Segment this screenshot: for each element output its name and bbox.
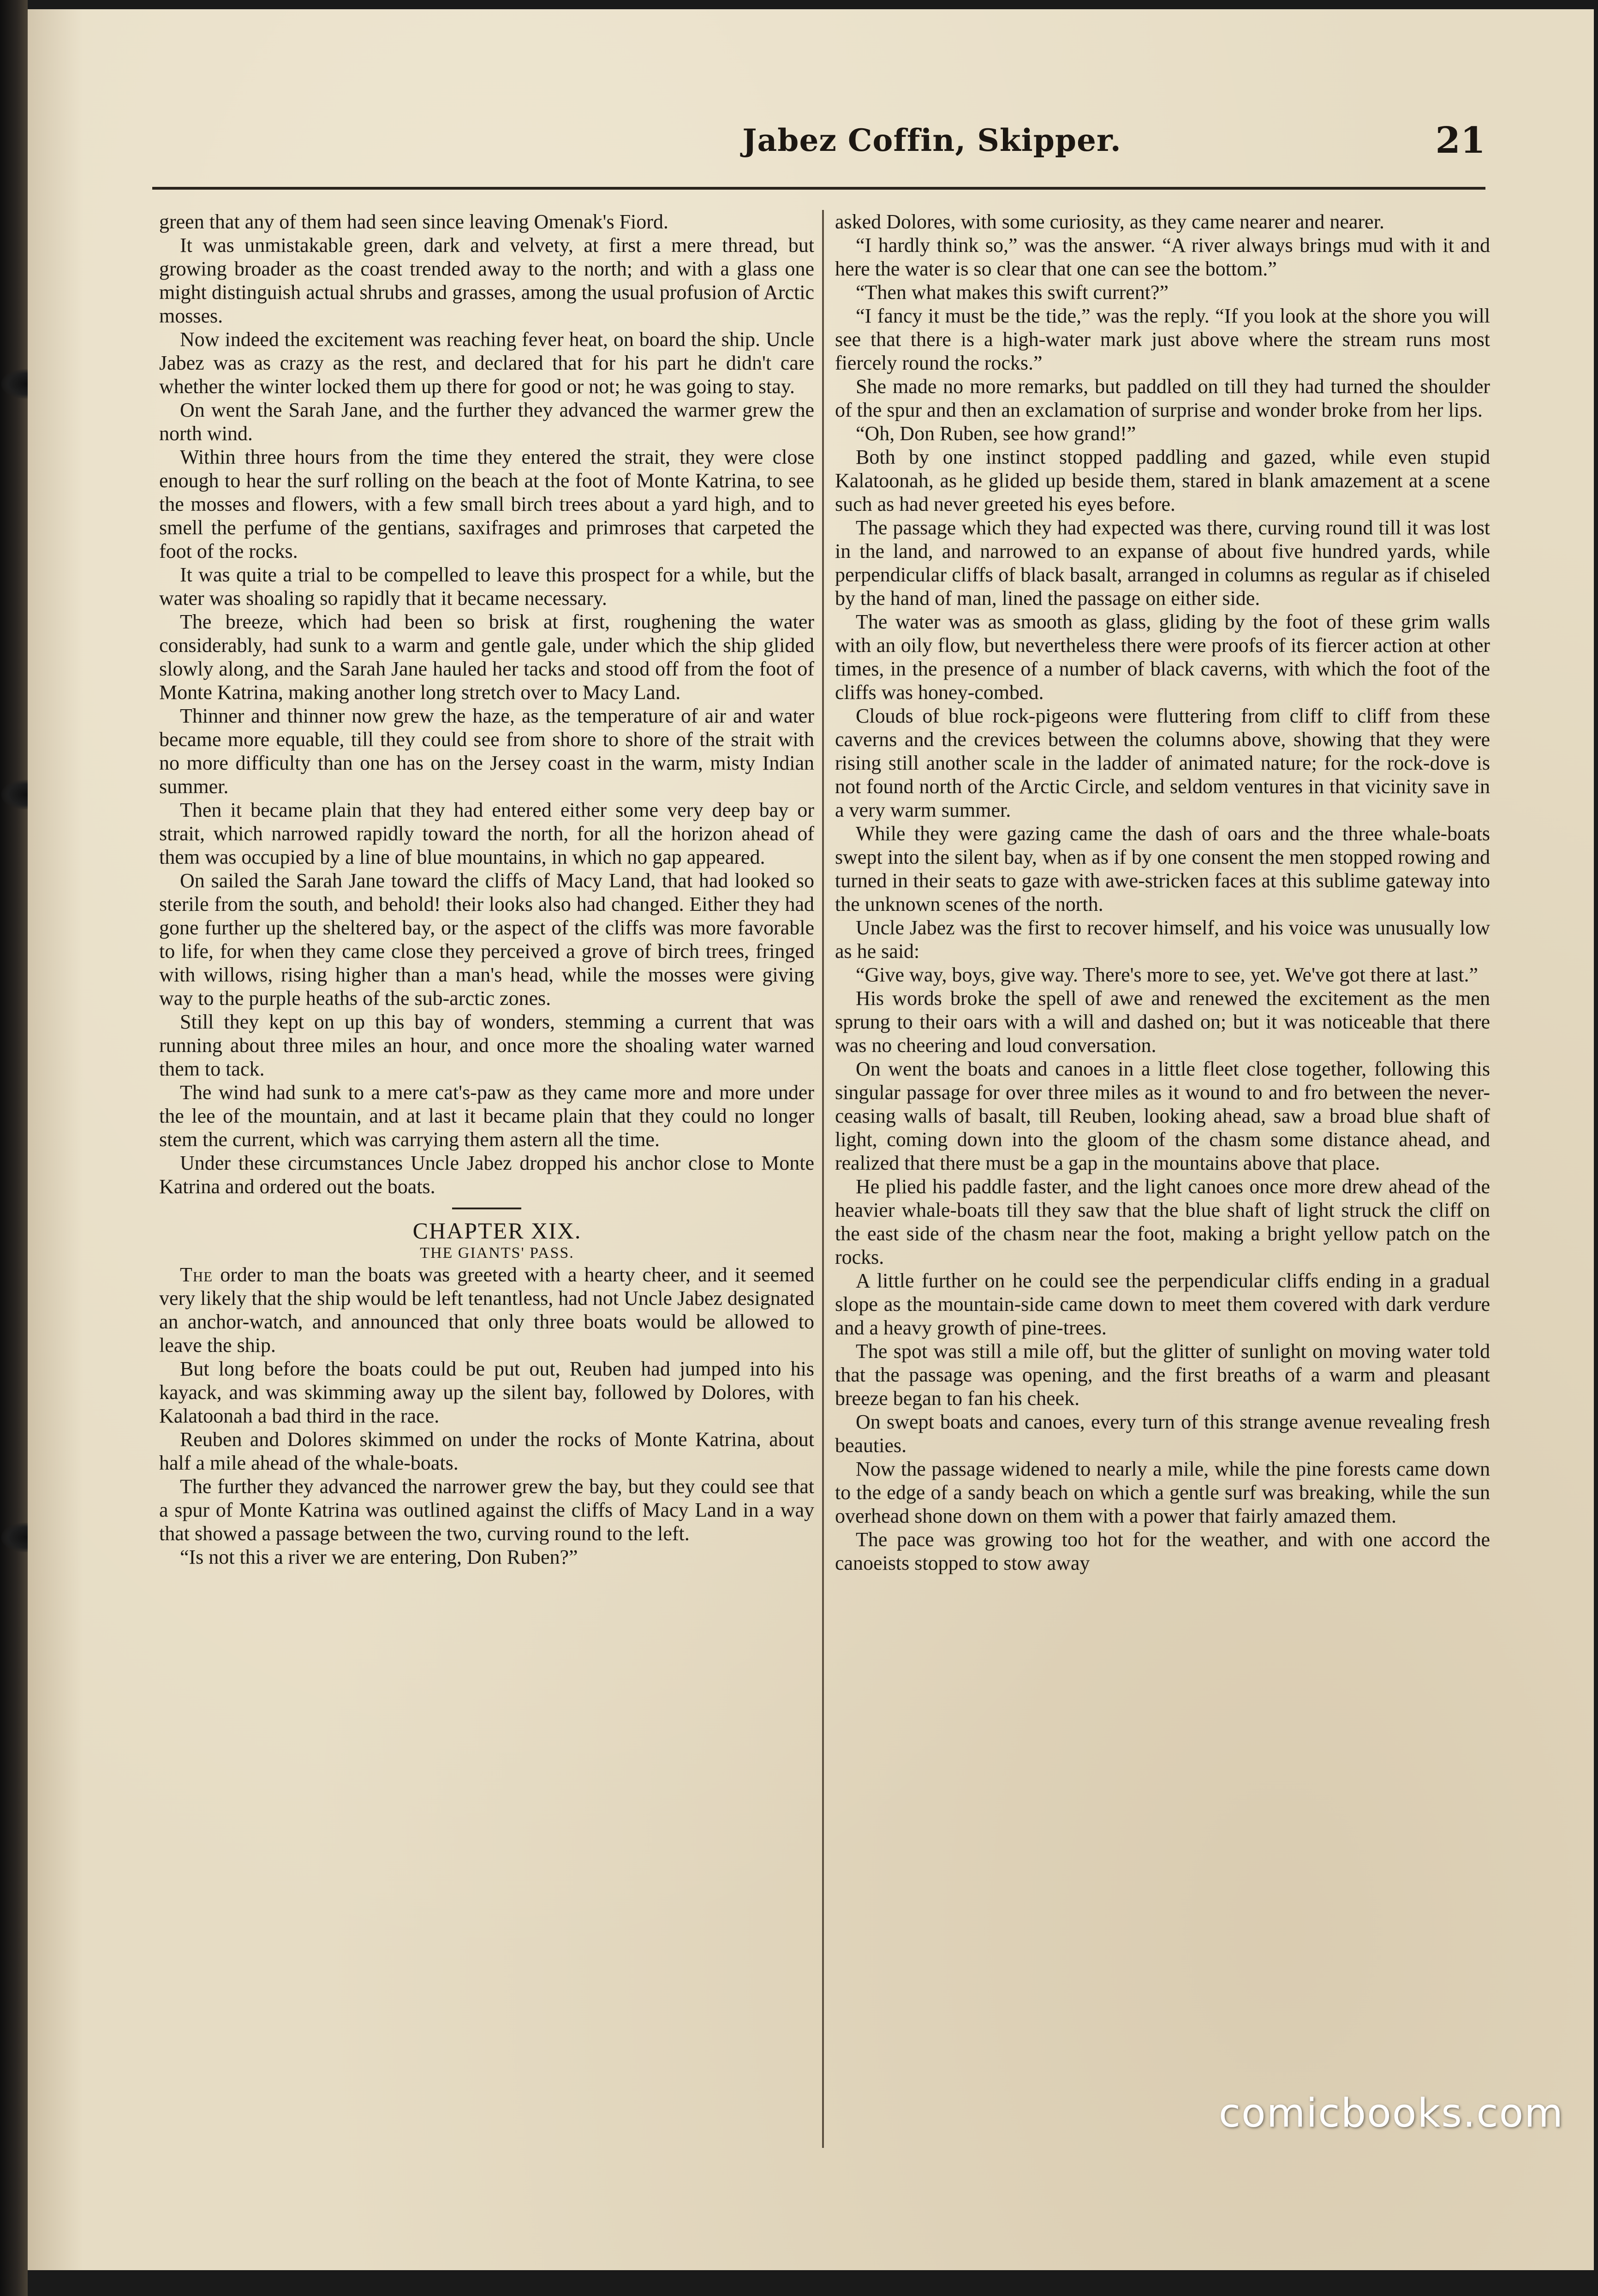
chapter-rule bbox=[452, 1208, 521, 1209]
chapter-opening-paragraph bbox=[159, 1263, 814, 1357]
paragraph: On went the Sarah Jane, and the further they advanced the warmer grew the north wind. bbox=[159, 399, 814, 445]
paragraph: Now indeed the excitement was reaching fever heat, on board the ship. Uncle Jabez was as crazy as the rest, and declared that for his part he didn't care whether the winter locked them up there for good or not; he was going to stay. bbox=[159, 328, 814, 398]
paragraph: A little further on he could see the perpendicular cliffs ending in a gradual slope as the mountain-side came down to meet them covered with dark verdure and a heavy growth of pine-trees. bbox=[835, 1269, 1490, 1339]
paragraph: Reuben and Dolores skimmed on under the rocks of Monte Katrina, about half a mile ahead of the whale-boats. bbox=[159, 1428, 814, 1474]
chapter-subtitle: THE GIANTS' PASS. bbox=[420, 1244, 574, 1262]
paragraph: It was quite a trial to be compelled to leave this prospect for a while, but the water was shoaling so rapidly that it became necessary. bbox=[159, 563, 814, 610]
paragraph: The further they advanced the narrower grew the bay, but they could see that a spur of Monte Katrina was outlined against the cliffs of Macy Land in a way that showed a passage between the two, curving round to the left. bbox=[159, 1475, 814, 1545]
header-rule bbox=[152, 187, 1485, 190]
paragraph: Within three hours from the time they entered the strait, they were close enough to hear the surf rolling on the beach at the foot of Monte Katrina, to see the mosses and flowers, with a few small birch trees about a yard high, and to smell the perfume of the gentians, saxifrages and primroses that carpeted the foot of the rocks. bbox=[159, 446, 814, 562]
paragraph: Still they kept on up this bay of wonders, stemming a current that was running about three miles an hour, and once more the shoaling water warned them to tack. bbox=[159, 1010, 814, 1080]
paragraph: On sailed the Sarah Jane toward the cliffs of Macy Land, that had looked so sterile from the south, and behold! their looks also had changed. Either they had gone further up the sheltered bay, or the aspect of the cliffs was more favorable to life, for when they came close they perceived a grove of birch trees, fringed with willows, rising higher than a man's head, while the mosses were giving way to the purple heaths of the sub-arctic zones. bbox=[159, 869, 814, 1010]
paragraph: Now the passage widened to nearly a mile, while the pine forests came down to the edge of a sandy beach on which a gentle surf was breaking, while the sun overhead shone down on them with a power that fairly amazed them. bbox=[835, 1458, 1490, 1527]
column-divider bbox=[822, 210, 824, 2148]
paragraph: The breeze, which had been so brisk at first, roughening the water considerably, had sunk to a warm and gentle gale, under which the ship glided slowly along, and the Sarah Jane hauled her tacks and stood off from the foot of Monte Katrina, making another long stretch over to Macy Land. bbox=[159, 610, 814, 704]
paragraph: The spot was still a mile off, but the glitter of sunlight on moving water told that the passage was opening, and the first breaths of a warm and pleasant breeze began to fan his cheek. bbox=[835, 1340, 1490, 1410]
paragraph: Under these circumstances Uncle Jabez dropped his anchor close to Monte Katrina and ordered out the boats. bbox=[159, 1152, 814, 1198]
opening-word: The bbox=[180, 1263, 213, 1286]
paragraph: His words broke the spell of awe and renewed the excitement as the men sprung to their oars with a will and dashed on; but it was noticeable that there was no cheering and loud conversation. bbox=[835, 987, 1490, 1057]
paragraph: “I fancy it must be the tide,” was the reply. “If you look at the shore you will see that there is a high-water mark just above where the stream runs most fiercely round the rocks.” bbox=[835, 305, 1490, 374]
paragraph: But long before the boats could be put out, Reuben had jumped into his kayack, and was skimming away up the silent bay, followed by Dolores, with Kalatoonah a bad third in the race. bbox=[159, 1357, 814, 1427]
paragraph: “I hardly think so,” was the answer. “A river always brings mud with it and here the water is so clear that one can see the bottom.” bbox=[835, 234, 1490, 280]
running-header bbox=[152, 122, 1485, 178]
opening-text: order to man the boats was greeted with a hearty cheer, and it seemed very likely that the ship would be left tenantless, had not Uncle Jabez designated an anchor-watch, and announced that only three boats would be allowed to leave the ship. bbox=[159, 1263, 814, 1357]
running-title: Jabez Coffin, Skipper. bbox=[742, 122, 1121, 158]
paragraph: The pace was growing too hot for the weather, and with one accord the canoeists stopped to stow away bbox=[835, 1528, 1490, 1574]
paragraph: Uncle Jabez was the first to recover himself, and his voice was unusually low as he said: bbox=[835, 916, 1490, 963]
paragraph: “Then what makes this swift current?” bbox=[856, 281, 1169, 304]
left-column bbox=[159, 210, 814, 2148]
paragraph: He plied his paddle faster, and the light canoes once more drew ahead of the heavier whale-boats till they saw that the blue shaft of light struck the cliff on the east side of the chasm near the foot, making a bright yellow patch on the rocks. bbox=[835, 1175, 1490, 1268]
paragraph: Clouds of blue rock-pigeons were fluttering from cliff to cliff from these caverns and the crevices between the columns above, showing that they were rising still another scale in the ladder of animated nature; for the rock-dove is not found north of the Arctic Circle, and seldom ventures in that vicinity save in a very warm summer. bbox=[835, 705, 1490, 821]
right-column bbox=[835, 210, 1490, 2148]
paragraph: On went the boats and canoes in a little fleet close together, following this singular passage for over three miles as it wound to and fro between the never-ceasing walls of basalt, till Reuben, looking ahead, saw a broad blue shaft of light, coming down into the gloom of the chasm some distance ahead, and realized that there must be a gap in the mountains above that place. bbox=[835, 1058, 1490, 1174]
paragraph: “Oh, Don Ruben, see how grand!” bbox=[856, 422, 1136, 445]
binding-spine bbox=[0, 0, 28, 2296]
chapter-heading: CHAPTER XIX. bbox=[412, 1218, 582, 1244]
page-number: 21 bbox=[1435, 120, 1485, 161]
paragraph: asked Dolores, with some curiosity, as they came nearer and nearer. bbox=[835, 210, 1384, 233]
paragraph: The wind had sunk to a mere cat's-paw as they came more and more under the lee of the mountain, and at last it became plain that they could no longer stem the current, which was carrying them astern all the time. bbox=[159, 1081, 814, 1151]
paragraph: She made no more remarks, but paddled on till they had turned the shoulder of the spur and then an exclamation of surprise and wonder broke from her lips. bbox=[835, 375, 1490, 421]
paragraph: Thinner and thinner now grew the haze, as the temperature of air and water became more equable, till they could see from shore to shore of the strait with no more difficulty than one has on the Jersey coast in the warm, misty Indian summer. bbox=[159, 705, 814, 798]
paragraph: “Is not this a river we are entering, Don Ruben?” bbox=[180, 1546, 578, 1568]
paragraph: Then it became plain that they had entered either some very deep bay or strait, which narrowed rapidly toward the north, for all the horizon ahead of them was occupied by a line of blue mountains, in which no gap appeared. bbox=[159, 799, 814, 868]
paragraph: It was unmistakable green, dark and velvety, at first a mere thread, but growing broader as the coast trended away to the north; and with a glass one might distinguish actual shrubs and grasses, among the usual profusion of Arctic mosses. bbox=[159, 234, 814, 327]
paragraph: Both by one instinct stopped paddling and gazed, while even stupid Kalatoonah, as he glided up beside them, stared in blank amazement at a scene such as had never greeted his eyes before. bbox=[835, 446, 1490, 515]
paragraph: While they were gazing came the dash of oars and the three whale-boats swept into the silent bay, when as if by one consent the men stopped rowing and turned in their seats to gaze with awe-stricken faces at this sublime gateway into the unknown scenes of the north. bbox=[835, 822, 1490, 915]
paragraph: The water was as smooth as glass, gliding by the foot of these grim walls with an oily flow, but nevertheless there were proofs of its fiercer action at other times, in the presence of a number of black caverns, with which the foot of the cliffs was honey-combed. bbox=[835, 610, 1490, 704]
watermark: comicbooks.com bbox=[1218, 2090, 1564, 2136]
paragraph: On swept boats and canoes, every turn of this strange avenue revealing fresh beauties. bbox=[835, 1411, 1490, 1457]
paragraph: The passage which they had expected was there, curving round till it was lost in the land, and narrowed to an expanse of about five hundred yards, while perpendicular cliffs of black basalt, arranged in columns as regular as if chiseled by the hand of man, lined the passage on either side. bbox=[835, 516, 1490, 610]
paragraph: green that any of them had seen since leaving Omenak's Fiord. bbox=[159, 210, 668, 233]
paragraph: “Give way, boys, give way. There's more to see, yet. We've got there at last.” bbox=[856, 963, 1478, 986]
